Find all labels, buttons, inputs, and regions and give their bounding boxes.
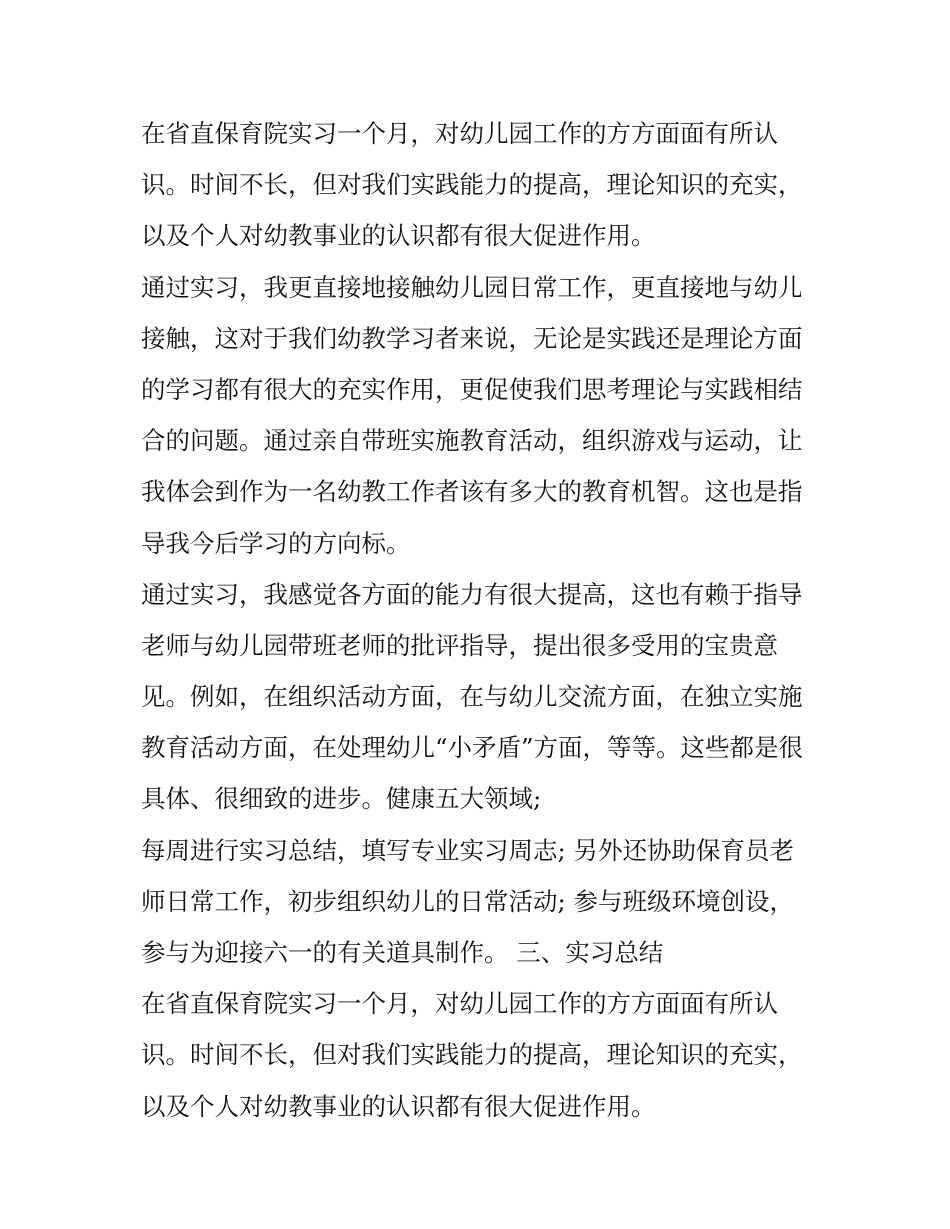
paragraph-4 xyxy=(141,825,821,979)
paragraph-5 xyxy=(141,978,821,1132)
paragraph-1 xyxy=(141,108,821,262)
text-line: 识。时间不长，但对我们实践能力的提高，理论知识的充实， xyxy=(141,170,803,200)
text-line: 每周进行实习总结，填写专业实习周志; 另外还协助保育员老 xyxy=(141,835,795,865)
text-line: 在省直保育院实习一个月，对幼儿园工作的方方面面有所认 xyxy=(141,119,778,148)
text-line: 识。时间不长，但对我们实践能力的提高，理论知识的充实， xyxy=(141,1040,803,1070)
text-line: 导我今后学习的方向标。 xyxy=(141,528,411,558)
paragraph-3 xyxy=(141,569,821,825)
text-line: 接触，这对于我们幼教学习者来说，无论是实践还是理论方面 xyxy=(141,323,803,353)
text-line: 通过实习，我更直接地接触幼儿园日常工作，更直接地与幼儿 xyxy=(141,272,803,302)
text-line: 见。例如，在组织活动方面，在与幼儿交流方面，在独立实施 xyxy=(141,682,803,712)
text-line: 的学习都有很大的充实作用，更促使我们思考理论与实践相结 xyxy=(141,374,803,404)
text-line: 我体会到作为一名幼教工作者该有多大的教育机智。这也是指 xyxy=(141,477,803,507)
text-line: 教育活动方面，在处理幼儿“小矛盾”方面，等等。这些都是很 xyxy=(141,733,804,763)
text-line: 合的问题。通过亲自带班实施教育活动，组织游戏与运动，让 xyxy=(141,426,803,456)
paragraph-2 xyxy=(141,262,821,569)
text-line: 以及个人对幼教事业的认识都有很大促进作用。 xyxy=(141,221,656,251)
text-line: 在省直保育院实习一个月，对幼儿园工作的方方面面有所认 xyxy=(141,989,778,1019)
text-line: 师日常工作，初步组织幼儿的日常活动; 参与班级环境创设， xyxy=(141,886,795,916)
document-body xyxy=(141,108,821,1132)
text-line: 通过实习，我感觉各方面的能力有很大提高，这也有赖于指导 xyxy=(141,579,803,609)
text-line: 以及个人对幼教事业的认识都有很大促进作用。 xyxy=(141,1091,656,1121)
text-line: 具体、很细致的进步。健康五大领域; xyxy=(141,784,542,814)
text-line: 参与为迎接六一的有关道具制作。 三、实习总结 xyxy=(141,938,664,967)
text-line: 老师与幼儿园带班老师的批评指导，提出很多受用的宝贵意 xyxy=(141,630,778,660)
